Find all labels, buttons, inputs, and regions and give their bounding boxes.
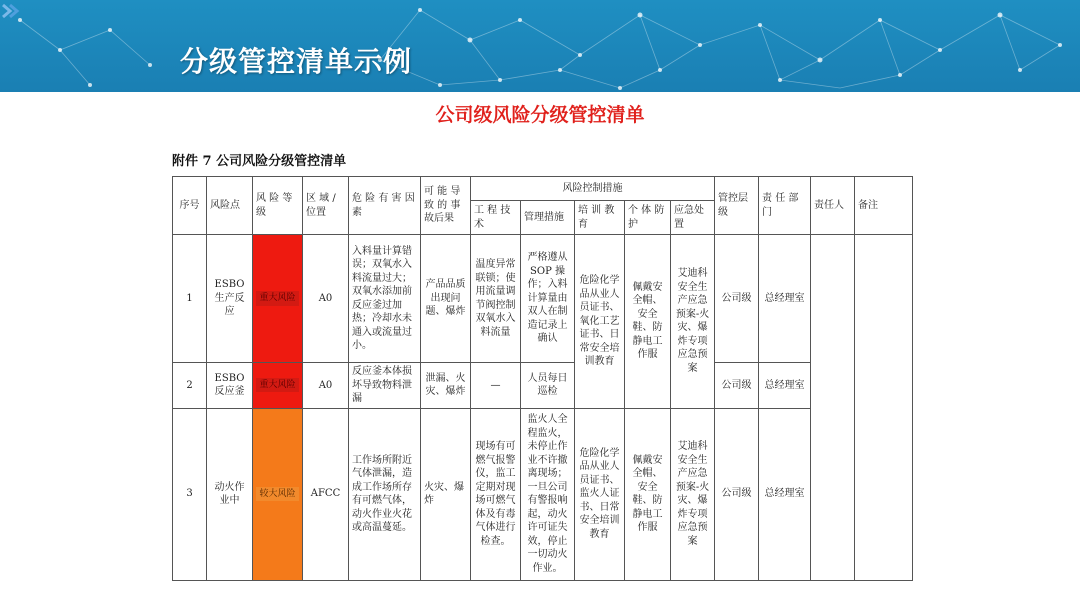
cell-eng: 现场有可燃气报警仪，监工定期对现场可燃气体及有毒气体进行检查。 (471, 408, 521, 580)
table-row (173, 363, 913, 409)
risk-level-badge: 重大风险 (256, 378, 298, 392)
col-seq: 序号 (173, 177, 207, 235)
cell-consequence: 火灾、爆炸 (421, 408, 471, 580)
cell-seq: 1 (173, 235, 207, 363)
cell-consequence: 泄漏、火灾、爆炸 (421, 363, 471, 409)
cell-point: ESBO 反应釜 (207, 363, 253, 409)
col-measures-group: 风险控制措施 (471, 177, 715, 201)
cell-emergency: 艾迪科安全生产应急预案-火灾、爆炸专项应急预案 (671, 235, 715, 409)
col-train: 培 训 教 育 (575, 201, 625, 235)
col-area: 区 域 / 位置 (303, 177, 349, 235)
cell-area: AFCC (303, 408, 349, 580)
cell-emergency: 艾迪科安全生产应急预案-火灾、爆炸专项应急预案 (671, 408, 715, 580)
col-consequence: 可 能 导 致 的 事 故后果 (421, 177, 471, 235)
cell-mgmt: 监火人全程监火，未停止作业不许撤离现场；一旦公司有警报响起，动火许可证失效，停止一切动火作业。 (521, 408, 575, 580)
cell-eng: 温度异常联锁；使用流量调节阀控制双氧水入料流量 (471, 235, 521, 363)
cell-point: ESBO 生产反应 (207, 235, 253, 363)
col-ctrl-level: 管控层级 (715, 177, 759, 235)
banner-title: 分级管控清单示例 (180, 45, 413, 78)
cell-seq: 2 (173, 363, 207, 409)
col-person: 责任人 (811, 177, 855, 235)
cell-factors: 反应釜本体损坏导致物料泄漏 (349, 363, 421, 409)
cell-ppe: 佩戴安全帽、安全鞋、防静电工作服 (625, 408, 671, 580)
cell-factors: 工作场所附近气体泄漏，造成工作场所存有可燃气体，动火作业火花或高温蔓延。 (349, 408, 421, 580)
risk-control-table (172, 176, 913, 581)
cell-ctrl-level: 公司级 (715, 363, 759, 409)
col-factors: 危 险 有 害 因 素 (349, 177, 421, 235)
network-decoration (0, 0, 1080, 92)
col-note: 备注 (855, 177, 913, 235)
cell-mgmt: 人员每日巡检 (521, 363, 575, 409)
cell-area: A0 (303, 363, 349, 409)
cell-mgmt: 严格遵从 SOP 操作；入料计算量由双人在制造记录上确认 (521, 235, 575, 363)
cell-ppe: 佩戴安全帽、安全鞋、防静电工作服 (625, 235, 671, 409)
cell-ctrl-level: 公司级 (715, 408, 759, 580)
cell-point: 动火作业中 (207, 408, 253, 580)
cell-eng: — (471, 363, 521, 409)
cell-ctrl-level: 公司级 (715, 235, 759, 363)
col-mgmt: 管理措施 (521, 201, 575, 235)
cell-dept: 总经理室 (759, 363, 811, 409)
cell-factors: 入料量计算错误；双氧水入料流量过大；双氧水添加前反应釜过加热；冷却水未通入或流量过小。 (349, 235, 421, 363)
cell-dept: 总经理室 (759, 408, 811, 580)
attachment-title: 附件 7 公司风险分级管控清单 (172, 154, 347, 169)
risk-level-badge: 较大风险 (256, 487, 298, 501)
risk-level-badge: 重大风险 (256, 291, 298, 305)
cell-level (253, 408, 303, 580)
col-eng: 工 程 技 术 (471, 201, 521, 235)
document-heading: 公司级风险分级管控清单 (435, 104, 645, 126)
cell-level (253, 363, 303, 409)
table-row (173, 408, 913, 580)
cell-note (855, 235, 913, 581)
cell-seq: 3 (173, 408, 207, 580)
cell-consequence: 产品品质出现问题、爆炸 (421, 235, 471, 363)
cell-person (811, 235, 855, 581)
header-banner (0, 0, 1080, 92)
double-chevron-icon (0, 0, 22, 22)
col-emergency: 应急处置 (671, 201, 715, 235)
table-row (173, 235, 913, 363)
col-level: 风 险 等 级 (253, 177, 303, 235)
col-point: 风险点 (207, 177, 253, 235)
cell-level (253, 235, 303, 363)
cell-train: 危险化学品从业人员证书、监火人证书、日常安全培训教育 (575, 408, 625, 580)
col-ppe: 个 体 防 护 (625, 201, 671, 235)
col-dept: 责 任 部 门 (759, 177, 811, 235)
cell-train: 危险化学品从业人员证书、氧化工艺证书、日常安全培训教育 (575, 235, 625, 409)
cell-dept: 总经理室 (759, 235, 811, 363)
cell-area: A0 (303, 235, 349, 363)
